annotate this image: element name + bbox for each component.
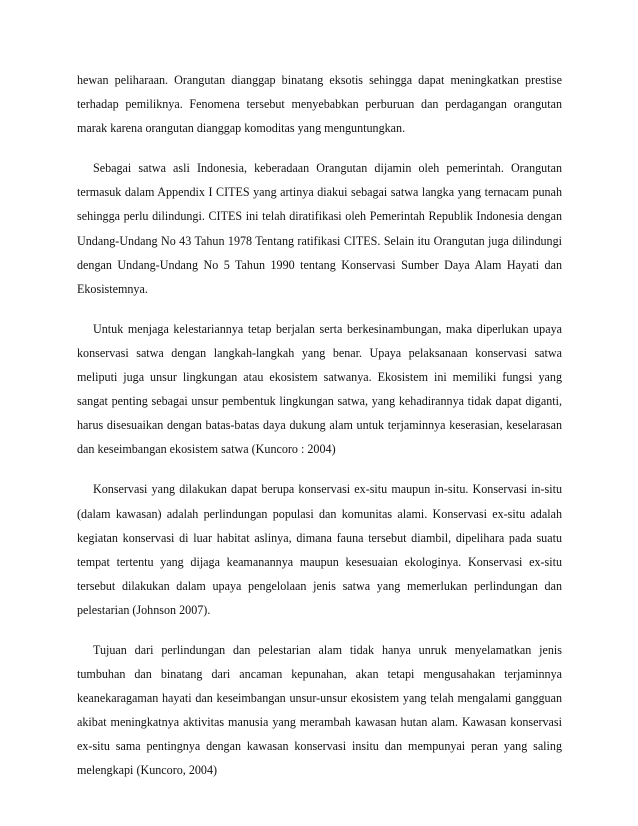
paragraph-3: Untuk menjaga kelestariannya tetap berjalan serta berkesinambungan, maka diperlukan upaya konservasi satwa dengan langkah-langkah yang benar. Upaya pelaksanaan konservasi satwa meliputi juga unsur lingkungan atau ekosistem satwanya. Ekosistem ini memiliki fungsi yang sangat penting sebagai unsur pembentuk lingkungan satwa, yang kehadirannya tidak dapat diganti, harus disesuaikan dengan batas-batas daya dukung alam untuk terjaminnya keserasian, keselarasan dan keseimbangan ekosistem satwa (Kuncoro : 2004) [77,321,562,457]
document-page [77,68,562,783]
paragraph-1: hewan peliharaan. Orangutan dianggap binatang eksotis sehingga dapat meningkatkan prestise terhadap pemiliknya. Fenomena tersebut menyebabkan perburuan dan perdagangan orangutan marak karena orangutan dianggap komoditas yang menguntungkan. [77,73,562,136]
paragraph-4: Konservasi yang dilakukan dapat berupa konservasi ex-situ maupun in-situ. Konservasi in-situ (dalam kawasan) adalah perlindungan populasi dan komunitas alami. Konservasi ex-situ adalah kegiatan konservasi di luar habitat aslinya, dimana fauna tersebut diambil, dipelihara pada suatu tempat tertentu yang dijaga keamanannya maupun kesesuaian ekologinya. Konservasi ex-situ tersebut dilakukan dalam upaya pengelolaan jenis satwa yang memerlukan perlindungan dan pelestarian (Johnson 2007). [77,482,562,617]
paragraph-5: Tujuan dari perlindungan dan pelestarian alam tidak hanya unruk menyelamatkan jenis tumbuhan dan binatang dari ancaman kepunahan, akan tetapi mengusahakan terjaminnya keanekaragaman hayati dan keseimbangan unsur-unsur ekosistem yang telah mengalami gangguan akibat meningkatnya aktivitas manusia yang merambah kawasan hutan alam. Kawasan konservasi ex-situ sama pentingnya dengan kawasan konservasi insitu dan mempunyai peran yang saling melengkapi (Kuncoro, 2004) [77,642,562,778]
paragraph-gap [77,622,562,638]
paragraph-2: Sebagai satwa asli Indonesia, keberadaan Orangutan dijamin oleh pemerintah. Orangutan termasuk dalam Appendix I CITES yang artinya diakui sebagai satwa langka yang ternacam punah sehingga perlu dilindungi. CITES ini telah diratifikasi oleh Pemerintah Republik Indonesia dengan Undang-Undang No 43 Tahun 1978 Tentang ratifikasi CITES. Selain itu Orangutan juga dilindungi dengan Undang-Undang No 5 Tahun 1990 tentang Konservasi Sumber Daya Alam Hayati dan Ekosistemnya. [77,161,562,296]
paragraph-gap [77,140,562,156]
paragraph-gap [77,301,562,317]
paragraph-gap [77,461,562,477]
